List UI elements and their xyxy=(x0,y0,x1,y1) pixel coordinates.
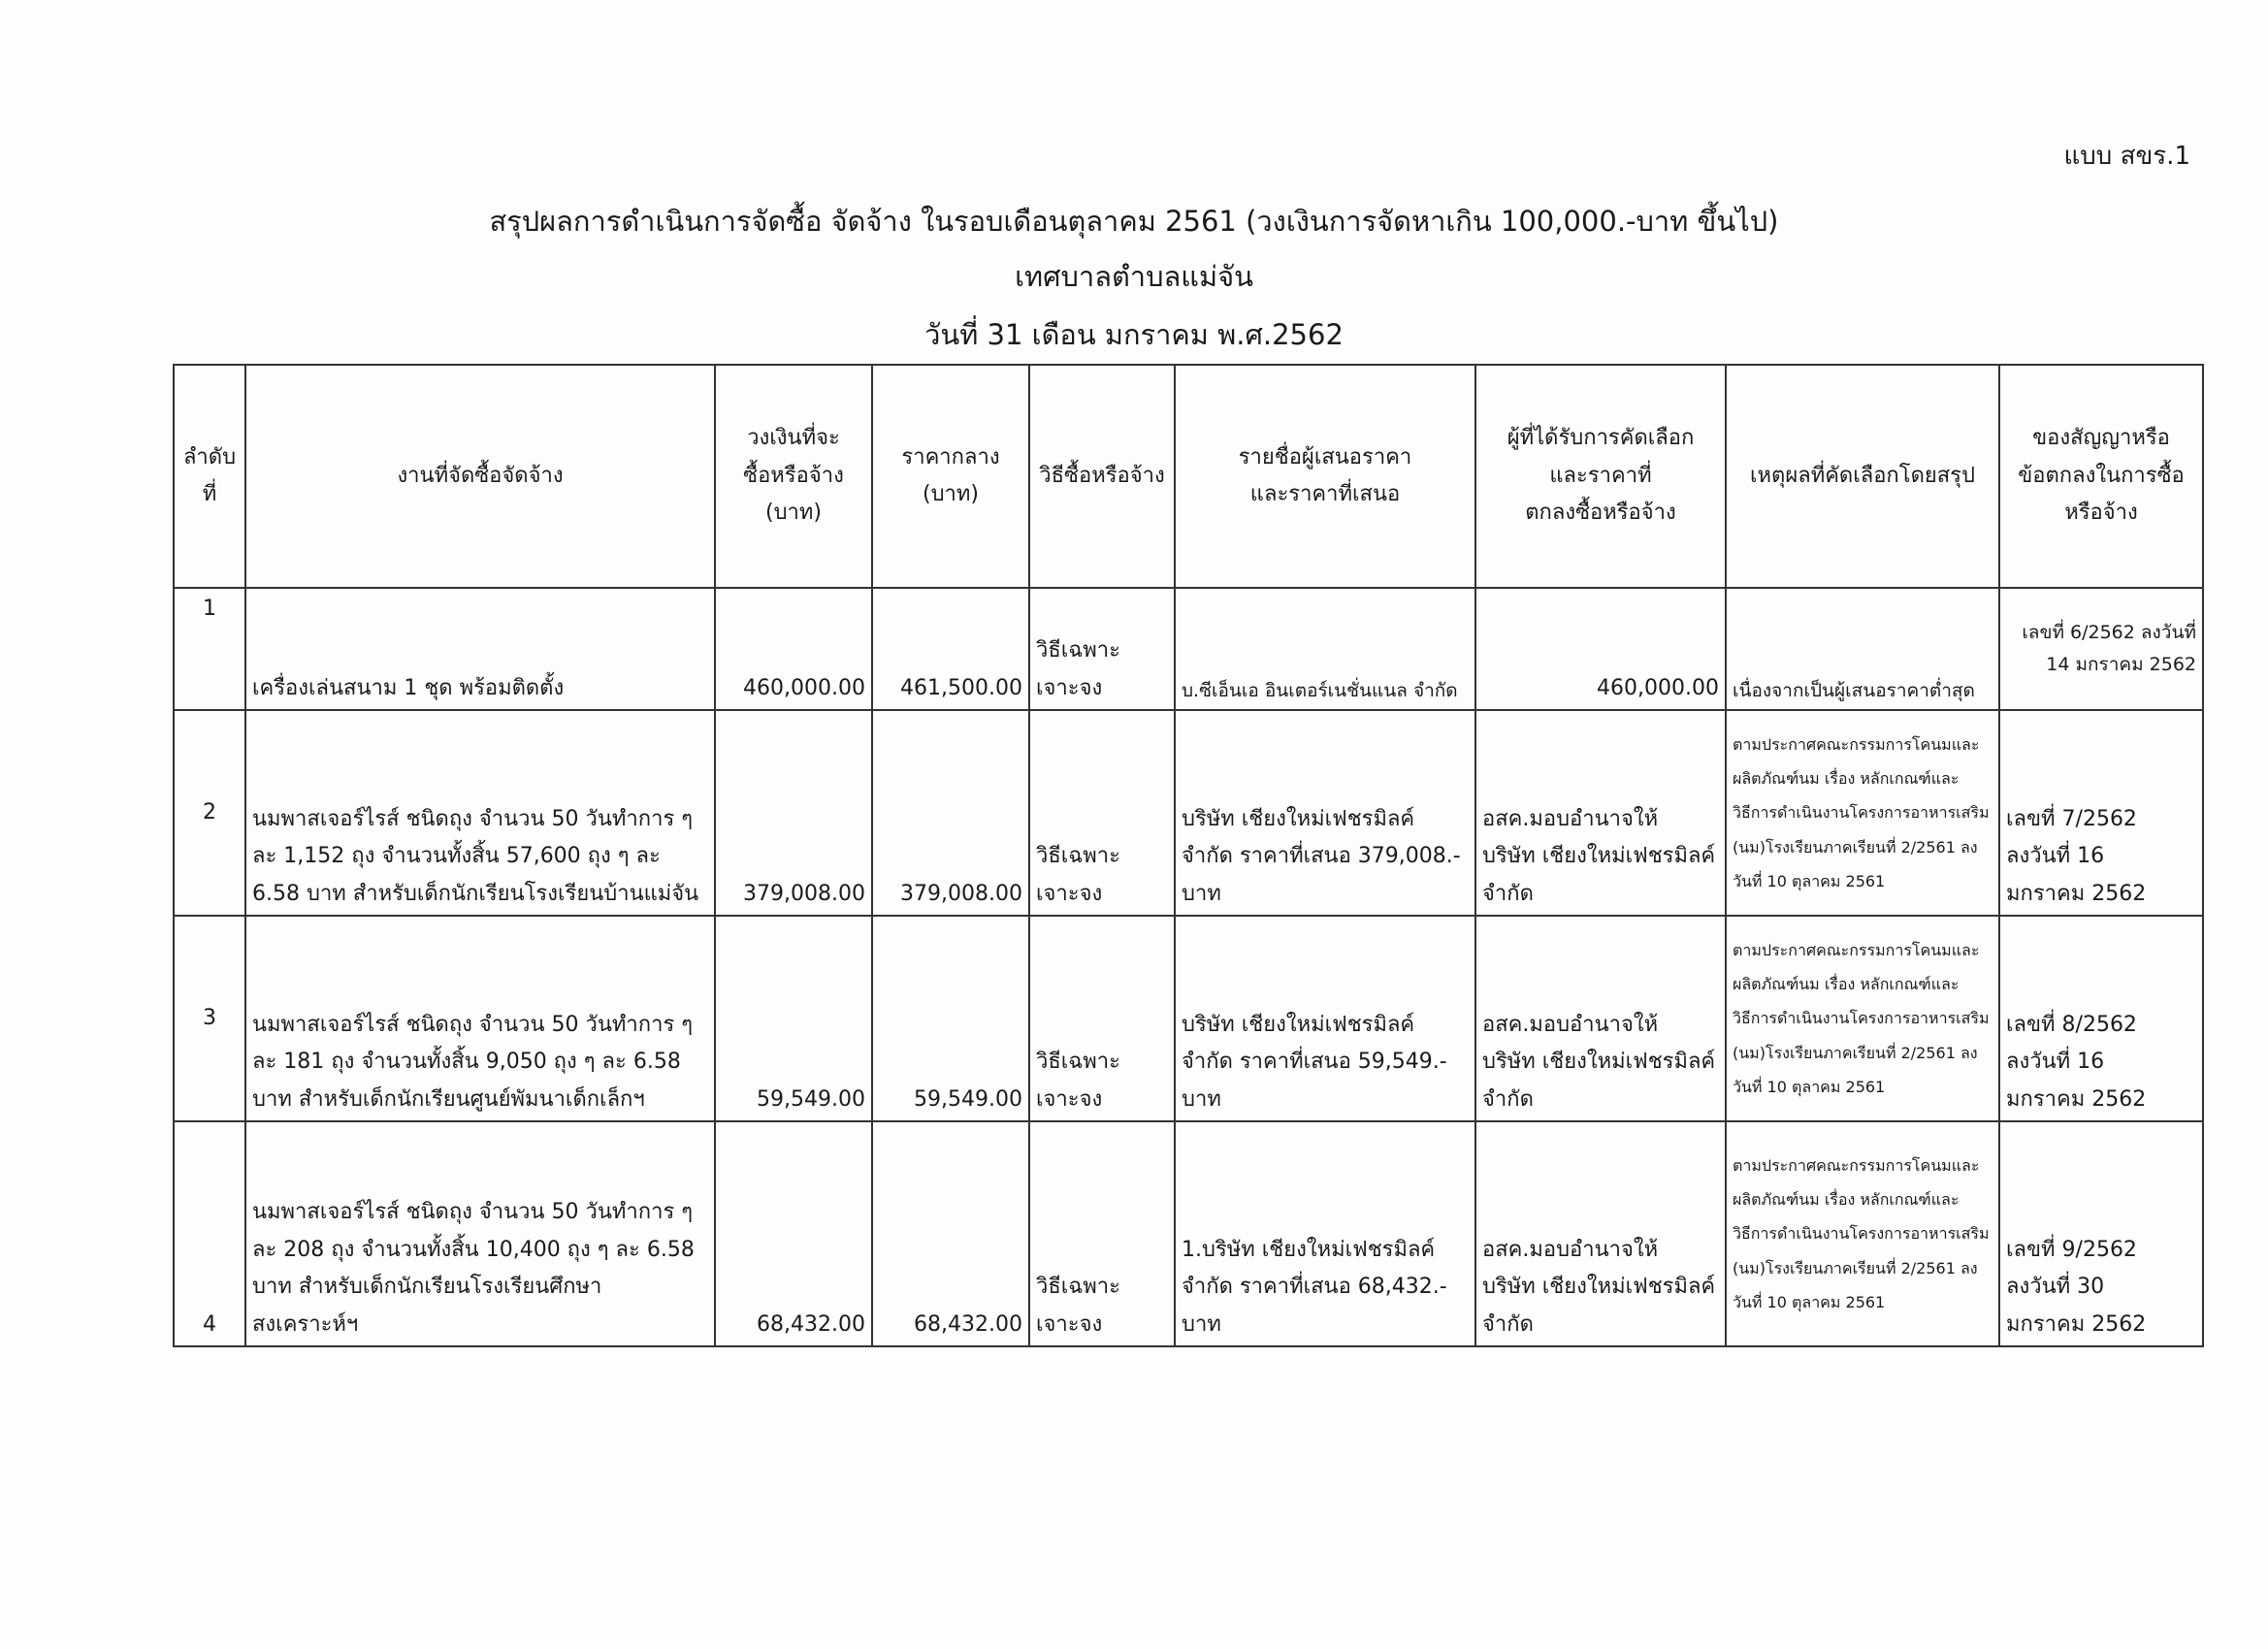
col-header-item: งานที่จัดซื้อจัดจ้าง xyxy=(245,365,715,588)
cell-no: 1 xyxy=(174,588,245,710)
form-code: แบบ สขร.1 xyxy=(2063,142,2190,171)
table-row xyxy=(174,916,2203,1121)
col-header-bidders: รายชื่อผู้เสนอราคา และราคาที่เสนอ xyxy=(1175,365,1475,588)
table-header-row xyxy=(174,365,2203,588)
cell-no: 2 xyxy=(174,710,245,916)
cell-bidders: 1.บริษัท เชียงใหม่เฟชรมิลค์ จำกัด ราคาที่เสนอ 68,432.- บาท xyxy=(1175,1121,1475,1346)
cell-winner: 460,000.00 xyxy=(1475,588,1726,710)
cell-winner: อสค.มอบอำนาจให้ บริษัท เชียงใหม่เฟชรมิลค์ จำกัด xyxy=(1475,1121,1726,1346)
table-row xyxy=(174,1121,2203,1346)
col-header-reason: เหตุผลที่คัดเลือกโดยสรุป xyxy=(1726,365,1999,588)
cell-item: นมพาสเจอร์ไรส์ ชนิดถุง จำนวน 50 วันทำการ ๆ ละ 208 ถุง จำนวนทั้งสิ้น 10,400 ถุง ๆ ละ 6.58 บาท สำหรับเด็กนักเรียนโรงเรียนศึกษา สงเคราะห์ฯ xyxy=(245,1121,715,1346)
cell-reason: ตามประกาศคณะกรรมการโคนมและ ผลิตภัณฑ์นม เรื่อง หลักเกณฑ์และ วิธีการดำเนินงานโครงการอาหารเสริม (นม)โรงเรียนภาคเรียนที่ 2/2561 ลง วันที่ 10 ตุลาคม 2561 xyxy=(1726,916,1999,1121)
cell-reason: ตามประกาศคณะกรรมการโคนมและ ผลิตภัณฑ์นม เรื่อง หลักเกณฑ์และ วิธีการดำเนินงานโครงการอาหารเสริม (นม)โรงเรียนภาคเรียนที่ 2/2561 ลง วันที่ 10 ตุลาคม 2561 xyxy=(1726,710,1999,916)
cell-no: 4 xyxy=(174,1121,245,1346)
col-header-contract: ของสัญญาหรือ ข้อตกลงในการซื้อ หรือจ้าง xyxy=(1999,365,2203,588)
col-header-method: วิธีซื้อหรือจ้าง xyxy=(1029,365,1175,588)
cell-winner: อสค.มอบอำนาจให้ บริษัท เชียงใหม่เฟชรมิลค์ จำกัด xyxy=(1475,710,1726,916)
cell-method: วิธีเฉพาะเจาะจง xyxy=(1029,710,1175,916)
cell-contract: เลขที่ 6/2562 ลงวันที่ 14 มกราคม 2562 xyxy=(1999,588,2203,710)
cell-contract: เลขที่ 7/2562 ลงวันที่ 16 มกราคม 2562 xyxy=(1999,710,2203,916)
cell-budget: 379,008.00 xyxy=(715,710,872,916)
cell-contract: เลขที่ 9/2562 ลงวันที่ 30 มกราคม 2562 xyxy=(1999,1121,2203,1346)
table-row xyxy=(174,710,2203,916)
cell-budget: 59,549.00 xyxy=(715,916,872,1121)
cell-bidders: บริษัท เชียงใหม่เฟชรมิลค์ จำกัด ราคาที่เสนอ 59,549.- บาท xyxy=(1175,916,1475,1121)
page-title: สรุปผลการดำเนินการจัดซื้อ จัดจ้าง ในรอบเดือนตุลาคม 2561 (วงเงินการจัดหาเกิน 100,000.-บาท ขึ้นไป) xyxy=(489,205,1779,238)
cell-method: วิธีเฉพาะเจาะจง xyxy=(1029,1121,1175,1346)
cell-item: เครื่องเล่นสนาม 1 ชุด พร้อมติดตั้ง xyxy=(245,588,715,710)
cell-median-price: 461,500.00 xyxy=(872,588,1029,710)
cell-method: วิธีเฉพาะเจาะจง xyxy=(1029,916,1175,1121)
cell-item: นมพาสเจอร์ไรส์ ชนิดถุง จำนวน 50 วันทำการ ๆ ละ 1,152 ถุง จำนวนทั้งสิ้น 57,600 ถุง ๆ ละ 6.58 บาท สำหรับเด็กนักเรียนโรงเรียนบ้านแม่จัน xyxy=(245,710,715,916)
cell-contract: เลขที่ 8/2562 ลงวันที่ 16 มกราคม 2562 xyxy=(1999,916,2203,1121)
table-row xyxy=(174,588,2203,710)
cell-median-price: 379,008.00 xyxy=(872,710,1029,916)
col-header-budget: วงเงินที่จะ ซื้อหรือจ้าง (บาท) xyxy=(715,365,872,588)
cell-budget: 460,000.00 xyxy=(715,588,872,710)
cell-reason: ตามประกาศคณะกรรมการโคนมและ ผลิตภัณฑ์นม เรื่อง หลักเกณฑ์และ วิธีการดำเนินงานโครงการอาหารเสริม (นม)โรงเรียนภาคเรียนที่ 2/2561 ลง วันที่ 10 ตุลาคม 2561 xyxy=(1726,1121,1999,1346)
col-header-winner: ผู้ที่ได้รับการคัดเลือก และราคาที่ ตกลงซื้อหรือจ้าง xyxy=(1475,365,1726,588)
organization-name: เทศบาลตำบลแม่จัน xyxy=(1015,260,1253,293)
cell-item: นมพาสเจอร์ไรส์ ชนิดถุง จำนวน 50 วันทำการ ๆ ละ 181 ถุง จำนวนทั้งสิ้น 9,050 ถุง ๆ ละ 6.58 บาท สำหรับเด็กนักเรียนศูนย์พัมนาเด็กเล็กฯ xyxy=(245,916,715,1121)
col-header-median-price: ราคากลาง (บาท) xyxy=(872,365,1029,588)
cell-reason: เนื่องจากเป็นผู้เสนอราคาต่ำสุด xyxy=(1726,588,1999,710)
cell-no: 3 xyxy=(174,916,245,1121)
cell-bidders: บ.ซีเอ็นเอ อินเตอร์เนชั่นแนล จำกัด xyxy=(1175,588,1475,710)
cell-median-price: 68,432.00 xyxy=(872,1121,1029,1346)
cell-method: วิธีเฉพาะเจาะจง xyxy=(1029,588,1175,710)
cell-winner: อสค.มอบอำนาจให้ บริษัท เชียงใหม่เฟชรมิลค์ จำกัด xyxy=(1475,916,1726,1121)
report-date: วันที่ 31 เดือน มกราคม พ.ศ.2562 xyxy=(924,318,1344,351)
cell-bidders: บริษัท เชียงใหม่เฟชรมิลค์ จำกัด ราคาที่เสนอ 379,008.- บาท xyxy=(1175,710,1475,916)
cell-median-price: 59,549.00 xyxy=(872,916,1029,1121)
cell-budget: 68,432.00 xyxy=(715,1121,872,1346)
procurement-table xyxy=(173,364,2204,1347)
col-header-no: ลำดับที่ xyxy=(174,365,245,588)
